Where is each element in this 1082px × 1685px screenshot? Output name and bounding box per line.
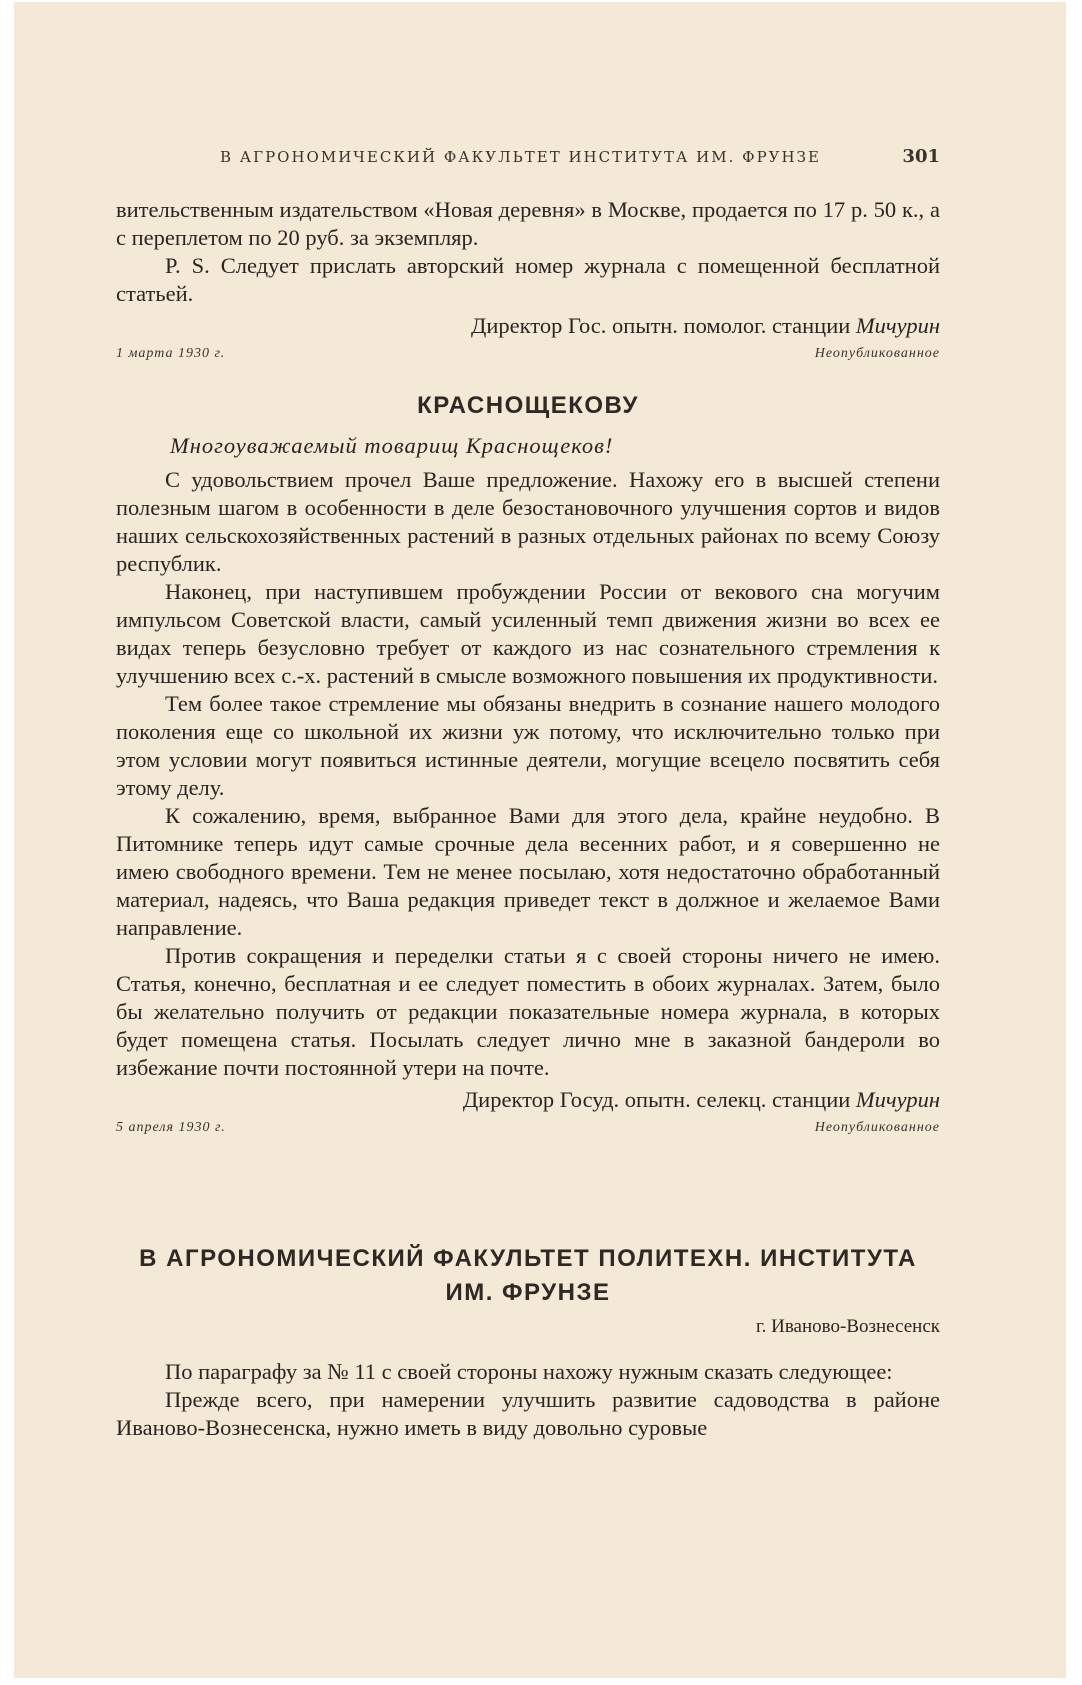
letter-2-paragraph: Против сокращения и переделки статьи я с своей стороны ничего не имею. Статья, конечно, бесплатная и ее следует поместить в обоих журналах. Затем, было бы желательно получить от редакции показательные номера журнала, в которых будет помещена статья. Посылать следует лично мне в заказной бандероли во избежание почти постоянной утери на почте. [116, 943, 940, 1080]
letter-1-status: Неопубликованное [814, 346, 940, 361]
letter-1-paragraph: вительственным издательством «Новая деревня» в Москве, продается по 17 р. 50 к., а с переплетом по 20 руб. за экземпляр. [116, 197, 940, 250]
letter-3-heading [116, 1242, 940, 1310]
letter-3-body [116, 1358, 940, 1442]
running-head-title: В АГРОНОМИЧЕСКИЙ ФАКУЛЬТЕТ ИНСТИТУТА ИМ. ФРУНЗЕ [220, 148, 821, 166]
letter-2-date: 5 апреля 1930 г. [116, 1120, 226, 1135]
running-head [116, 146, 940, 170]
letter-2-paragraph: С удовольствием прочел Ваше предложение. Нахожу его в высшей степени полезным шагом в особенности в деле безостановочного улучшения сортов и видов наших сельскохозяйственных растений в разных отдельных районах по всему Союзу республик. [116, 467, 940, 576]
letter-3-heading-line-2: ИМ. ФРУНЗЕ [445, 1279, 611, 1306]
letter-1-meta [116, 344, 940, 364]
letter-1-date: 1 марта 1930 г. [116, 346, 226, 361]
page-number: 301 [902, 146, 940, 167]
letter-2-signature-name: Мичурин [855, 1087, 940, 1112]
letter-3-paragraph: По параграфу за № 11 с своей стороны нахожу нужным сказать следующее: [165, 1359, 893, 1384]
letter-2-heading: КРАСНОЩЕКОВУ [417, 392, 639, 419]
letter-1-signature-name: Мичурин [855, 313, 940, 338]
letter-2 [116, 392, 940, 1138]
letter-2-signature-title: Директор Госуд. опытн. селекц. станции [462, 1087, 851, 1112]
letter-3-paragraph: Прежде всего, при намерении улучшить развитие садоводства в районе Иваново-Вознесенска, нужно иметь в виду довольно суровые [116, 1387, 940, 1440]
letter-2-salutation: Многоуважаемый товарищ Краснощеков! [170, 433, 614, 458]
letter-3-place: г. Иваново-Вознесенск [755, 1316, 940, 1337]
letter-3-heading-line-1: В АГРОНОМИЧЕСКИЙ ФАКУЛЬТЕТ ПОЛИТЕХН. ИНСТИТУТА [139, 1245, 917, 1272]
letter-1-signature-title: Директор Гос. опытн. помолог. станции [471, 313, 851, 338]
letter-2-paragraph: К сожалению, время, выбранное Вами для этого дела, крайне неудобно. В Питомнике теперь идут самые срочные дела весенних работ, и я совершенно не имею свободного времени. Тем не менее посылаю, хотя недостаточно обработанный материал, надеясь, что Ваша редакция приведет текст в должное и желаемое Вами направление. [116, 803, 940, 940]
letter-1-signature [116, 312, 940, 340]
letter-1-postscript: P. S. Следует прислать авторский номер журнала с помещенной бесплатной статьей. [116, 253, 940, 306]
letter-2-body [116, 466, 940, 1082]
letter-2-signature [116, 1086, 940, 1114]
letter-2-paragraph: Тем более такое стремление мы обязаны внедрить в сознание нашего молодого поколения еще со школьной их жизни уж потому, что исключительно только при этом условии могут появиться истинные деятели, могущие всецело посвятить себя этому делу. [116, 691, 940, 800]
letter-2-paragraph: Наконец, при наступившем пробуждении России от векового сна могучим импульсом Советской власти, самый усиленный темп движения жизни во всех ее видах теперь безусловно требует от каждого из нас сознательного стремления к улучшению всех с.-х. растений в смысле возможного повышения их продуктивности. [116, 579, 940, 688]
letter-1-ending [116, 196, 940, 364]
letter-2-meta [116, 1118, 940, 1138]
letter-2-status: Неопубликованное [814, 1120, 940, 1135]
letter-3 [116, 1242, 940, 1442]
